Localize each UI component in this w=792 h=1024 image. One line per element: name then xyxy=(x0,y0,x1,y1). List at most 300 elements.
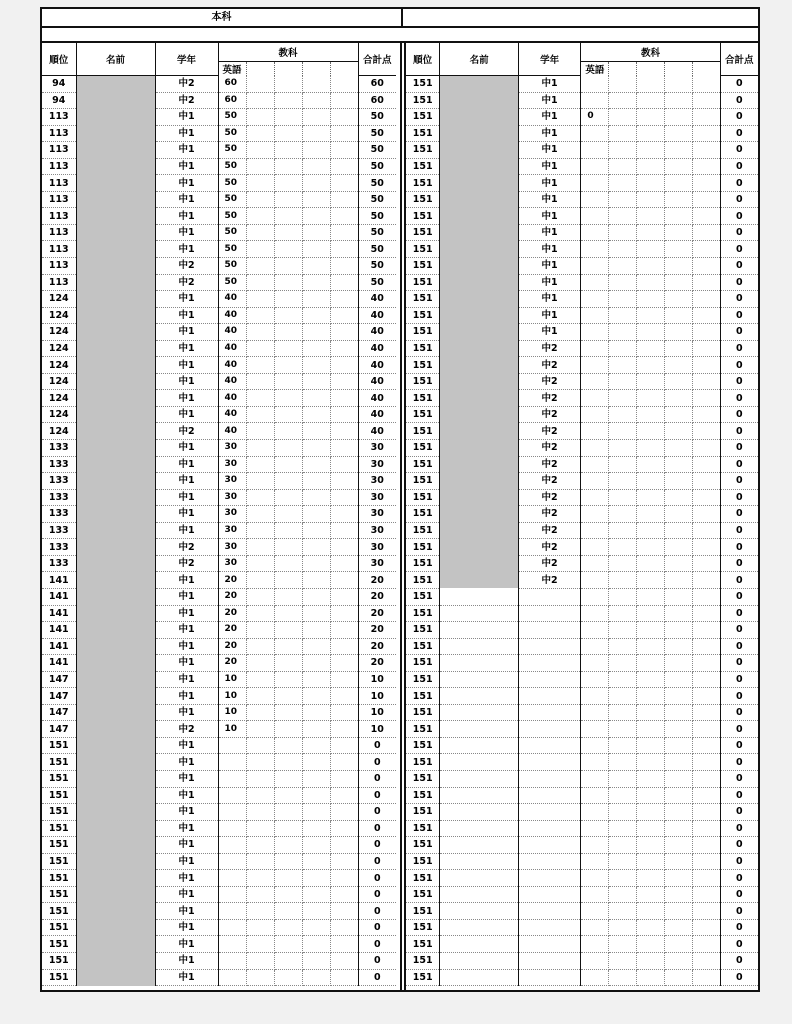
rank-cell: 133 xyxy=(42,489,76,506)
redacted-name-cell xyxy=(76,969,155,986)
total-score-cell: 0 xyxy=(720,952,758,969)
rank-cell: 151 xyxy=(406,307,440,324)
subject-4-cell xyxy=(664,241,692,258)
table-row xyxy=(406,208,758,225)
grade-cell xyxy=(518,655,581,672)
subject-3-cell xyxy=(274,952,302,969)
grade-header: 学年 xyxy=(518,43,581,76)
grade-cell: 中2 xyxy=(518,423,581,440)
grade-cell: 中1 xyxy=(155,588,218,605)
subject-3-cell xyxy=(274,258,302,275)
total-score-cell: 0 xyxy=(720,605,758,622)
subject-3-cell xyxy=(637,605,665,622)
table-row xyxy=(42,688,396,705)
total-score-cell: 0 xyxy=(720,837,758,854)
english-score-cell: 20 xyxy=(218,605,246,622)
total-score-cell: 0 xyxy=(720,754,758,771)
subject-5-cell xyxy=(330,489,358,506)
subject-5-cell xyxy=(692,886,720,903)
redacted-name-cell xyxy=(76,274,155,291)
total-score-cell: 0 xyxy=(720,142,758,159)
rank-cell: 113 xyxy=(42,208,76,225)
subject-4-cell xyxy=(664,109,692,126)
total-score-cell: 30 xyxy=(358,456,396,473)
total-score-cell: 0 xyxy=(720,92,758,109)
redacted-name-cell xyxy=(76,92,155,109)
rank-cell: 141 xyxy=(42,622,76,639)
english-score-cell xyxy=(218,903,246,920)
right-table-body xyxy=(406,76,758,986)
grade-cell: 中1 xyxy=(155,952,218,969)
subject-2-cell xyxy=(609,969,637,986)
table-row xyxy=(406,274,758,291)
table-row xyxy=(406,224,758,241)
total-score-cell: 50 xyxy=(358,175,396,192)
redacted-name-cell xyxy=(440,903,518,920)
grade-cell: 中2 xyxy=(155,721,218,738)
total-score-cell: 0 xyxy=(720,373,758,390)
rank-cell: 151 xyxy=(406,539,440,556)
total-score-cell: 40 xyxy=(358,340,396,357)
english-score-cell: 10 xyxy=(218,688,246,705)
subject-2-cell xyxy=(246,224,274,241)
rank-cell: 133 xyxy=(42,506,76,523)
subject-5-cell xyxy=(330,406,358,423)
rank-cell: 151 xyxy=(406,886,440,903)
subject-2-cell xyxy=(246,258,274,275)
subject-4-cell xyxy=(302,754,330,771)
rank-cell: 151 xyxy=(406,241,440,258)
subject-3-cell xyxy=(274,820,302,837)
subject-5-cell xyxy=(330,357,358,374)
grade-cell: 中1 xyxy=(518,258,581,275)
english-score-cell xyxy=(581,125,609,142)
grade-cell: 中1 xyxy=(155,638,218,655)
subject-2-cell xyxy=(246,936,274,953)
redacted-name-cell xyxy=(76,721,155,738)
subject-3-cell xyxy=(637,506,665,523)
english-score-cell xyxy=(581,456,609,473)
total-score-cell: 0 xyxy=(720,76,758,93)
grade-cell: 中1 xyxy=(155,688,218,705)
subject-4-cell xyxy=(302,539,330,556)
english-score-cell xyxy=(581,638,609,655)
subject-4-cell xyxy=(302,357,330,374)
subject-3-cell xyxy=(274,92,302,109)
redacted-name-cell xyxy=(76,406,155,423)
subject-5-cell xyxy=(692,638,720,655)
english-score-cell xyxy=(218,952,246,969)
subject-3-cell xyxy=(637,903,665,920)
grade-cell: 中1 xyxy=(155,671,218,688)
grade-cell xyxy=(518,770,581,787)
subject-3-cell xyxy=(637,406,665,423)
english-score-cell xyxy=(581,208,609,225)
english-score-cell xyxy=(581,241,609,258)
table-row xyxy=(42,837,396,854)
total-score-cell: 0 xyxy=(720,539,758,556)
subject-3-cell xyxy=(637,440,665,457)
total-score-cell: 0 xyxy=(720,936,758,953)
table-row xyxy=(406,605,758,622)
subject-5-cell xyxy=(330,770,358,787)
subject-2-cell xyxy=(609,539,637,556)
subject-3-cell xyxy=(274,224,302,241)
subject-5-cell xyxy=(330,952,358,969)
redacted-name-cell xyxy=(440,588,518,605)
subject-3-cell xyxy=(274,919,302,936)
subject-2-cell xyxy=(609,406,637,423)
redacted-name-cell xyxy=(76,704,155,721)
rank-cell: 151 xyxy=(406,638,440,655)
redacted-name-cell xyxy=(76,737,155,754)
grade-cell: 中1 xyxy=(155,737,218,754)
grade-cell: 中1 xyxy=(155,572,218,589)
redacted-name-cell xyxy=(440,92,518,109)
english-score-cell xyxy=(581,224,609,241)
english-score-cell xyxy=(218,754,246,771)
name-header: 名前 xyxy=(440,43,518,76)
total-score-cell: 0 xyxy=(720,291,758,308)
subject-2-cell xyxy=(246,373,274,390)
subject-4-cell xyxy=(664,787,692,804)
total-score-cell: 0 xyxy=(720,456,758,473)
rank-cell: 124 xyxy=(42,357,76,374)
subject-2-cell xyxy=(609,307,637,324)
total-score-cell: 20 xyxy=(358,605,396,622)
grade-cell: 中1 xyxy=(155,936,218,953)
total-score-cell: 40 xyxy=(358,324,396,341)
subject-2-cell xyxy=(609,688,637,705)
subject-4-cell xyxy=(664,291,692,308)
table-row xyxy=(42,473,396,490)
rank-cell: 124 xyxy=(42,390,76,407)
english-score-cell: 0 xyxy=(581,109,609,126)
subject-5-cell xyxy=(692,688,720,705)
total-score-cell: 0 xyxy=(720,208,758,225)
subject-5-cell xyxy=(692,158,720,175)
redacted-name-cell xyxy=(440,357,518,374)
subject-4-cell xyxy=(664,440,692,457)
subject-2-cell xyxy=(609,721,637,738)
subject-2-cell xyxy=(609,423,637,440)
rank-cell: 151 xyxy=(406,969,440,986)
total-score-cell: 50 xyxy=(358,125,396,142)
table-row xyxy=(406,853,758,870)
subject-2-cell xyxy=(609,390,637,407)
total-score-cell: 0 xyxy=(358,952,396,969)
rank-cell: 151 xyxy=(42,903,76,920)
subject-3-cell xyxy=(637,340,665,357)
subject-2-cell xyxy=(609,473,637,490)
subject-5-cell xyxy=(692,390,720,407)
english-score-cell: 30 xyxy=(218,489,246,506)
subject-5-cell xyxy=(692,324,720,341)
subject-5-cell xyxy=(692,737,720,754)
subject-5-cell xyxy=(330,969,358,986)
subject-5-cell xyxy=(330,721,358,738)
subject-4-cell xyxy=(664,357,692,374)
subject-4-cell xyxy=(664,671,692,688)
grade-cell: 中2 xyxy=(518,456,581,473)
table-row xyxy=(42,373,396,390)
subject-5-cell xyxy=(692,969,720,986)
total-score-cell: 30 xyxy=(358,440,396,457)
rank-cell: 151 xyxy=(406,208,440,225)
subject-5-cell xyxy=(692,92,720,109)
subject-3-cell xyxy=(274,721,302,738)
subject-5-cell xyxy=(692,605,720,622)
subject-4-cell xyxy=(302,522,330,539)
ranking-table-right xyxy=(406,43,758,986)
grade-cell xyxy=(518,936,581,953)
subject-5-cell xyxy=(330,539,358,556)
grade-cell: 中1 xyxy=(155,158,218,175)
subject-4-cell xyxy=(664,456,692,473)
rank-cell: 124 xyxy=(42,324,76,341)
english-score-cell xyxy=(581,936,609,953)
subject-2-cell xyxy=(609,258,637,275)
rank-cell: 124 xyxy=(42,406,76,423)
table-row xyxy=(42,903,396,920)
redacted-name-cell xyxy=(440,886,518,903)
redacted-name-cell xyxy=(76,787,155,804)
subject-2-cell xyxy=(246,572,274,589)
grade-cell: 中1 xyxy=(155,456,218,473)
subject-2-cell xyxy=(246,158,274,175)
total-score-cell: 0 xyxy=(720,175,758,192)
table-row xyxy=(406,258,758,275)
table-row xyxy=(42,92,396,109)
grade-cell: 中1 xyxy=(155,655,218,672)
rank-cell: 147 xyxy=(42,721,76,738)
subject-2-cell xyxy=(246,704,274,721)
rank-cell: 113 xyxy=(42,224,76,241)
redacted-name-cell xyxy=(440,555,518,572)
grade-cell xyxy=(518,820,581,837)
table-row xyxy=(406,754,758,771)
subject-4-cell xyxy=(664,820,692,837)
table-row xyxy=(406,737,758,754)
grade-cell: 中1 xyxy=(155,473,218,490)
table-row xyxy=(42,969,396,986)
grade-cell: 中2 xyxy=(155,92,218,109)
subject-4-cell xyxy=(664,489,692,506)
subject-3-cell xyxy=(637,555,665,572)
grade-cell: 中2 xyxy=(518,357,581,374)
english-score-cell xyxy=(581,191,609,208)
subject-4-cell xyxy=(664,506,692,523)
subject-3-cell xyxy=(274,373,302,390)
subject-3-cell xyxy=(274,737,302,754)
redacted-name-cell xyxy=(76,258,155,275)
redacted-name-cell xyxy=(440,158,518,175)
total-score-cell: 0 xyxy=(358,820,396,837)
redacted-name-cell xyxy=(440,721,518,738)
redacted-name-cell xyxy=(76,489,155,506)
subject-5-cell xyxy=(692,109,720,126)
subject-2-cell xyxy=(609,340,637,357)
subject-3-cell xyxy=(274,638,302,655)
subject-2-cell xyxy=(609,903,637,920)
rank-cell: 147 xyxy=(42,671,76,688)
english-score-cell xyxy=(581,588,609,605)
total-score-cell: 0 xyxy=(720,671,758,688)
subject-3-cell xyxy=(637,671,665,688)
english-header: 英語 xyxy=(581,61,609,76)
subject-2-cell xyxy=(246,324,274,341)
subject-3-cell xyxy=(637,688,665,705)
subject-3-cell xyxy=(274,406,302,423)
redacted-name-cell xyxy=(440,125,518,142)
subject-2-cell xyxy=(246,456,274,473)
english-score-cell xyxy=(581,688,609,705)
table-row xyxy=(406,638,758,655)
redacted-name-cell xyxy=(76,837,155,854)
subject-3-cell xyxy=(637,804,665,821)
subject-5-cell xyxy=(692,837,720,854)
subject-4-cell xyxy=(664,638,692,655)
subject-2-cell xyxy=(246,423,274,440)
subject-2-cell xyxy=(246,142,274,159)
grade-cell: 中1 xyxy=(155,969,218,986)
grade-header: 学年 xyxy=(155,43,218,76)
subject-2-cell xyxy=(609,92,637,109)
subject-2-cell xyxy=(609,919,637,936)
english-score-cell: 50 xyxy=(218,191,246,208)
rank-cell: 151 xyxy=(406,605,440,622)
subject-2-cell xyxy=(609,952,637,969)
subject-2-cell xyxy=(246,622,274,639)
subject-2-cell xyxy=(246,655,274,672)
table-row xyxy=(406,241,758,258)
grade-cell: 中2 xyxy=(518,340,581,357)
redacted-name-cell xyxy=(76,307,155,324)
rank-cell: 147 xyxy=(42,704,76,721)
subject-2-cell xyxy=(609,787,637,804)
total-score-cell: 0 xyxy=(720,555,758,572)
table-row xyxy=(42,572,396,589)
redacted-name-cell xyxy=(440,622,518,639)
subject-4-cell xyxy=(664,770,692,787)
subject-4-cell xyxy=(302,919,330,936)
grade-cell: 中1 xyxy=(155,241,218,258)
subject-2-cell xyxy=(246,903,274,920)
subject-4-cell xyxy=(664,704,692,721)
rank-cell: 151 xyxy=(42,952,76,969)
table-row xyxy=(406,622,758,639)
subject-3-cell xyxy=(274,622,302,639)
subject-2-cell xyxy=(246,886,274,903)
subject-3-cell xyxy=(637,76,665,93)
english-score-cell xyxy=(218,770,246,787)
total-score-cell: 0 xyxy=(358,969,396,986)
redacted-name-cell xyxy=(440,605,518,622)
table-row xyxy=(42,704,396,721)
subject-5-cell xyxy=(330,605,358,622)
grade-cell: 中1 xyxy=(518,175,581,192)
subject-5-cell xyxy=(330,191,358,208)
subject-4-cell xyxy=(302,837,330,854)
grade-cell: 中2 xyxy=(155,274,218,291)
table-row xyxy=(42,142,396,159)
subject-4-cell xyxy=(302,787,330,804)
rank-cell: 151 xyxy=(406,853,440,870)
grade-cell: 中1 xyxy=(155,340,218,357)
table-row xyxy=(42,820,396,837)
redacted-name-cell xyxy=(440,307,518,324)
rank-cell: 151 xyxy=(406,158,440,175)
rank-cell: 113 xyxy=(42,158,76,175)
rank-cell: 151 xyxy=(406,837,440,854)
rank-cell: 151 xyxy=(406,109,440,126)
subject-4-cell xyxy=(664,224,692,241)
subject-2-cell xyxy=(609,754,637,771)
subject-3-cell xyxy=(637,473,665,490)
subject-4-cell xyxy=(664,903,692,920)
rank-cell: 151 xyxy=(406,572,440,589)
table-row xyxy=(42,125,396,142)
redacted-name-cell xyxy=(76,456,155,473)
total-score-cell: 40 xyxy=(358,373,396,390)
table-row xyxy=(406,704,758,721)
subject-5-cell xyxy=(330,224,358,241)
table-row xyxy=(42,291,396,308)
table-row xyxy=(42,605,396,622)
subject-3-cell xyxy=(637,737,665,754)
english-score-cell xyxy=(218,737,246,754)
rank-cell: 151 xyxy=(42,820,76,837)
rank-cell: 151 xyxy=(406,655,440,672)
left-table-container xyxy=(42,43,396,986)
table-row xyxy=(406,655,758,672)
subject-2-cell xyxy=(246,208,274,225)
total-score-cell: 0 xyxy=(720,688,758,705)
subject-3-cell xyxy=(274,208,302,225)
rank-cell: 151 xyxy=(42,870,76,887)
grade-cell: 中1 xyxy=(155,886,218,903)
subject-5-cell xyxy=(330,754,358,771)
grade-cell: 中1 xyxy=(155,125,218,142)
title-bar xyxy=(42,9,758,28)
table-row xyxy=(406,125,758,142)
english-score-cell: 50 xyxy=(218,208,246,225)
rank-cell: 151 xyxy=(406,175,440,192)
subject-2-cell xyxy=(609,506,637,523)
subject-2-cell xyxy=(609,737,637,754)
english-score-cell: 30 xyxy=(218,522,246,539)
total-score-cell: 0 xyxy=(720,125,758,142)
grade-cell: 中2 xyxy=(155,258,218,275)
redacted-name-cell xyxy=(440,258,518,275)
total-score-cell: 10 xyxy=(358,721,396,738)
subject-4-cell xyxy=(664,936,692,953)
subject-2-header xyxy=(246,61,274,76)
subject-5-cell xyxy=(692,853,720,870)
table-row xyxy=(42,456,396,473)
rank-cell: 133 xyxy=(42,555,76,572)
english-score-cell xyxy=(581,737,609,754)
subject-2-cell xyxy=(246,489,274,506)
total-score-cell: 0 xyxy=(358,853,396,870)
subject-4-cell xyxy=(664,952,692,969)
total-score-cell: 0 xyxy=(358,886,396,903)
total-score-cell: 60 xyxy=(358,92,396,109)
subject-4-cell xyxy=(302,125,330,142)
grade-cell: 中1 xyxy=(155,291,218,308)
table-row xyxy=(406,588,758,605)
redacted-name-cell xyxy=(76,241,155,258)
